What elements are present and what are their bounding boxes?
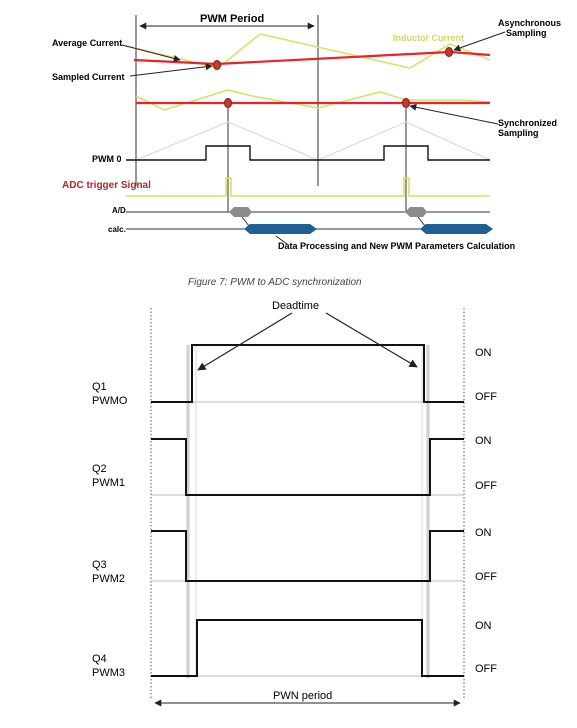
- pwm3-channel-label: PWM3: [92, 667, 125, 679]
- bottom-deadtime-figure: [92, 300, 497, 703]
- sample-point-2: [446, 48, 453, 57]
- ad-conversion-1: [229, 207, 252, 217]
- q4-label: Q4: [92, 653, 107, 665]
- sync-sampling-pointer: [410, 106, 498, 124]
- calc-label: calc.: [108, 225, 126, 234]
- q2-on-label: ON: [475, 435, 492, 447]
- q4-on-label: ON: [475, 620, 492, 632]
- pwm0-label: PWM 0: [92, 154, 122, 164]
- carrier-wave: [136, 122, 490, 160]
- sync-sample-point-2: [403, 99, 410, 108]
- q3-off-label: OFF: [475, 571, 497, 583]
- sync-sampling-label-1: Synchronized: [498, 118, 558, 128]
- q2-pwm1-waveform: [151, 439, 464, 495]
- calc-bar-1: [244, 224, 317, 234]
- sync-sample-point-1: [225, 99, 232, 108]
- average-current-line-3: [450, 52, 490, 55]
- ad-label: A/D: [112, 206, 126, 215]
- q1-on-label: ON: [475, 347, 492, 359]
- average-current-pointer: [122, 45, 180, 60]
- ad-conversion-2: [405, 207, 427, 217]
- calc-bar-2: [420, 224, 493, 234]
- q4-pwm3-waveform: [151, 620, 464, 676]
- top-timing-figure: [52, 13, 561, 251]
- q2-off-label: OFF: [475, 480, 497, 492]
- q2-label: Q2: [92, 463, 107, 475]
- q3-on-label: ON: [475, 527, 492, 539]
- sample-point-1: [214, 61, 221, 70]
- figure-caption: Figure 7: PWM to ADC synchronization: [188, 277, 362, 288]
- sampled-current-pointer: [130, 66, 212, 76]
- pwm0-signal: [126, 146, 490, 160]
- q4-off-label: OFF: [475, 663, 497, 675]
- q1-label: Q1: [92, 381, 107, 393]
- calc-link-1: [242, 217, 249, 226]
- inductor-current-label: Inductor Current: [393, 33, 464, 43]
- q1-pwm0-waveform: [151, 345, 464, 402]
- average-current-label: Average Current: [52, 38, 123, 48]
- adc-trigger-label: ADC trigger Signal: [62, 180, 151, 191]
- pwm0-channel-label: PWMO: [92, 395, 128, 407]
- adc-trigger-signal: [126, 178, 490, 196]
- average-current-line-2: [216, 52, 450, 64]
- calc-link-2: [418, 217, 425, 226]
- sampled-current-label: Sampled Current: [52, 72, 125, 82]
- async-sampling-label-2: Sampling: [506, 28, 547, 38]
- deadtime-label: Deadtime: [272, 300, 320, 312]
- pwm-period-label: PWM Period: [200, 13, 265, 25]
- async-sampling-label-1: Asynchronous: [498, 18, 562, 28]
- average-current-line: [134, 60, 216, 64]
- sync-sampling-label-2: Sampling: [498, 128, 539, 138]
- data-processing-label: Data Processing and New PWM Parameters Calculation: [278, 241, 516, 251]
- pwm1-channel-label: PWM1: [92, 477, 125, 489]
- deadtime-arrow-left: [198, 313, 292, 370]
- q3-label: Q3: [92, 559, 107, 571]
- q1-off-label: OFF: [475, 391, 497, 403]
- q3-pwm2-waveform: [151, 531, 464, 581]
- pwm2-channel-label: PWM2: [92, 573, 125, 585]
- pwn-period-label: PWN period: [273, 690, 333, 702]
- deadtime-arrow-right: [326, 313, 417, 367]
- inductor-current-sync-wave: [136, 90, 490, 110]
